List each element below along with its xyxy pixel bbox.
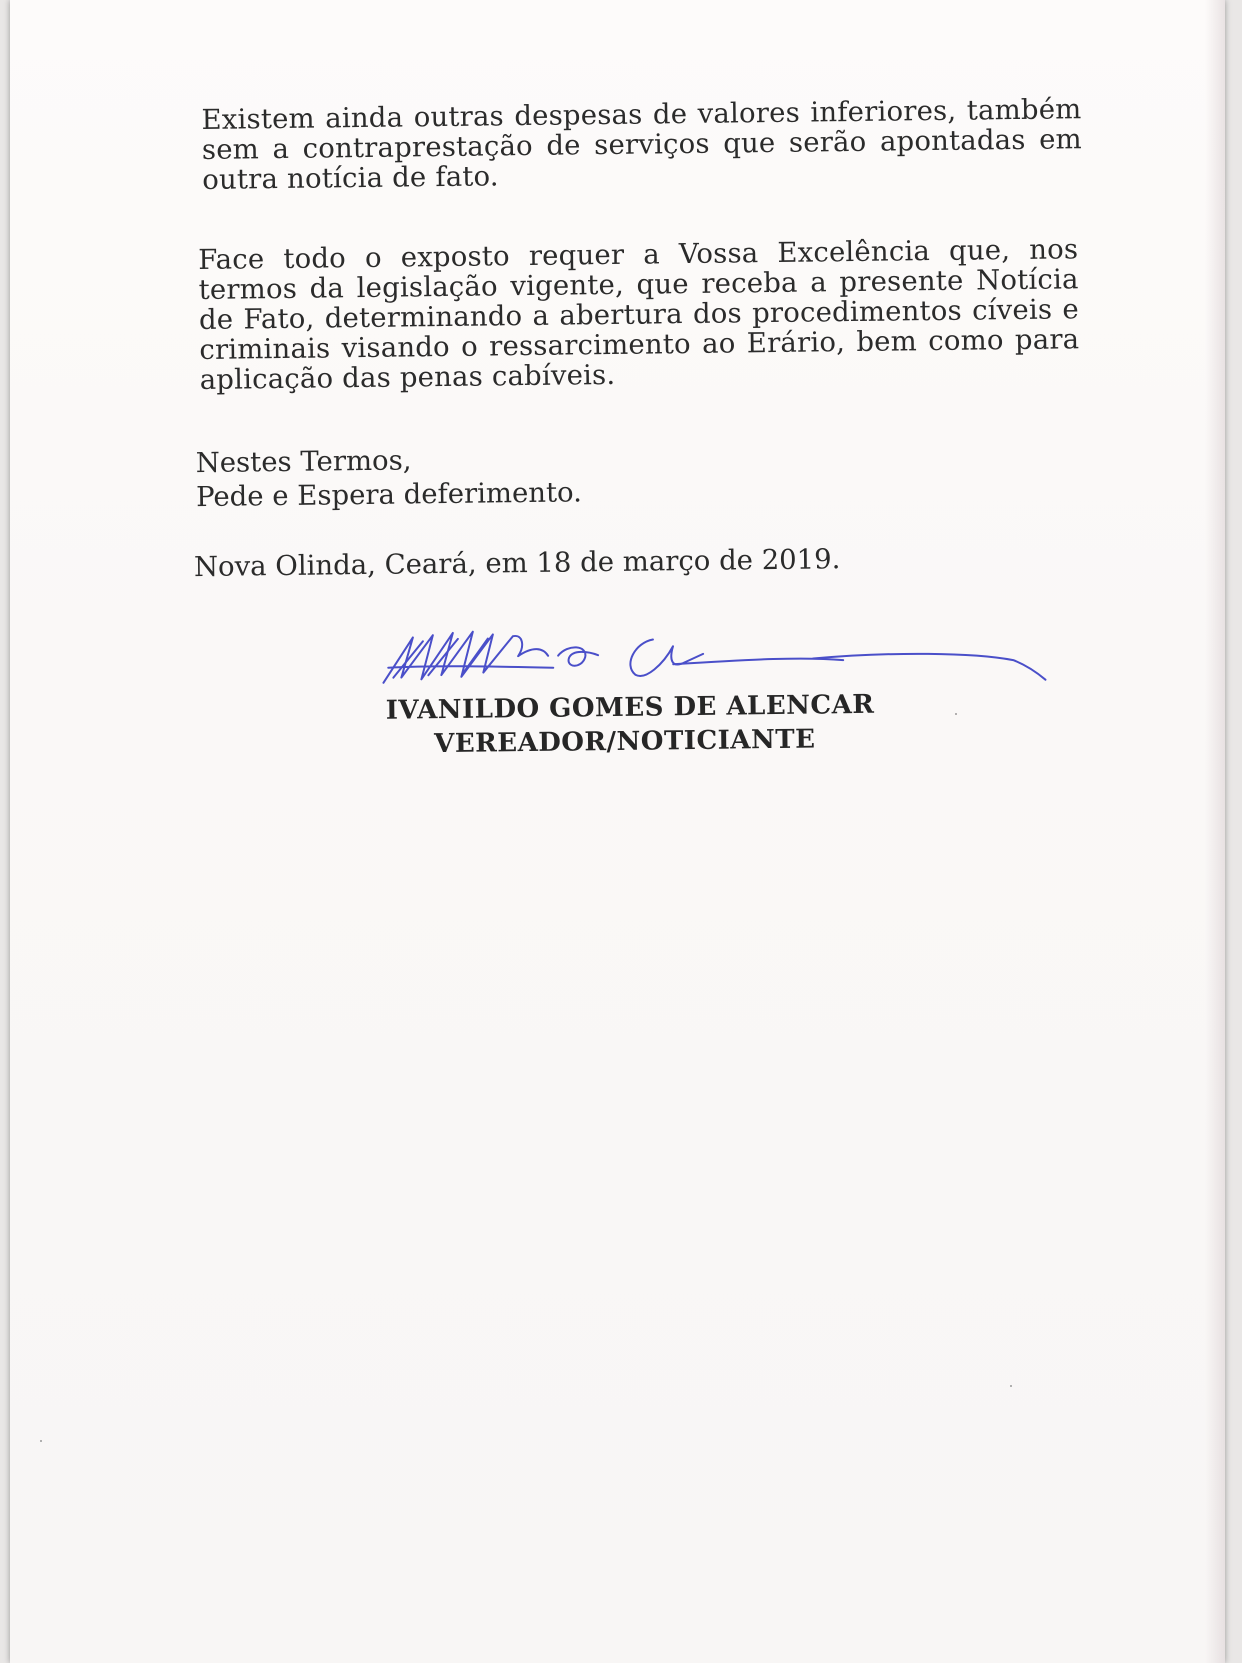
signer-role: VEREADOR/NOTICIANTE: [434, 724, 816, 760]
place-and-date: Nova Olinda, Ceará, em 18 de março de 2019.: [193, 543, 841, 584]
paper-speck: [1010, 1385, 1012, 1387]
document-body: [10, 0, 1225, 1663]
paper-speck: [955, 713, 957, 715]
paragraph-other-expenses: Existem ainda outras despesas de valores inferiores, também sem a contraprestação de serviços que serão apontadas em outra notícia de fato.: [201, 93, 1083, 196]
signer-name: IVANILDO GOMES DE ALENCAR: [385, 689, 875, 726]
closing-request: Pede e Espera deferimento.: [195, 476, 583, 514]
paragraph-request: Face todo o exposto requer a Vossa Excelência que, nos termos da legislação vigente, que receba a presente Notícia de Fato, determinando a abertura dos procedimentos cíveis e criminais visando o ressarcimento ao Erário, bem como para aplicação das penas cabíveis.: [198, 233, 1080, 397]
document-page: [10, 0, 1225, 1663]
paper-speck: [40, 1440, 42, 1442]
closing-terms: Nestes Termos,: [195, 444, 412, 480]
